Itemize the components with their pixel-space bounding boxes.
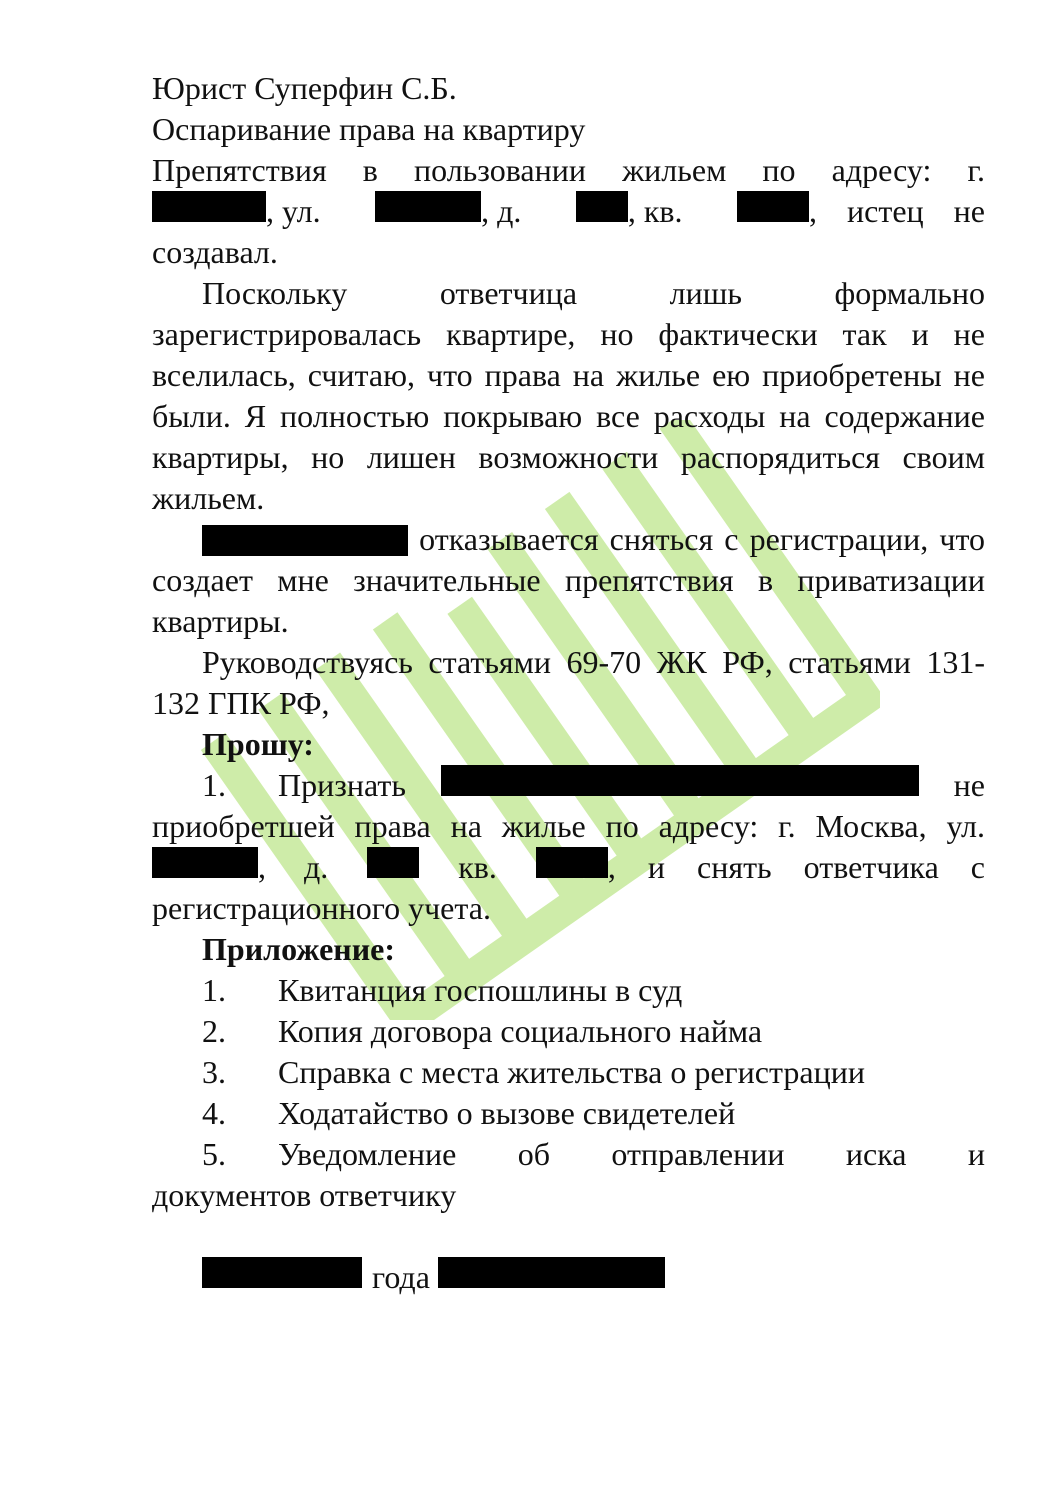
- attachment-text: Квитанция госпошлины в суд: [278, 972, 683, 1008]
- redacted-request-house: [367, 847, 419, 878]
- request-apartment-label: кв.: [458, 849, 497, 885]
- attachment-text: Уведомление об отправлении иска и: [278, 1136, 985, 1172]
- registration-paragraph: Поскольку ответчица лишь формально зарегистрировалась квартире, но фактически так и не вселилась, считаю, что права на жилье ею приобретены не были. Я полностью покрываю все расходы на содержание квартиры, но лишен возможности распорядиться своим жильем.: [152, 275, 985, 516]
- subject-line: Оспаривание права на квартиру: [152, 111, 586, 147]
- attachment-item: [152, 1052, 985, 1093]
- refusal-paragraph: [152, 519, 985, 642]
- request-house-separator: , д.: [258, 849, 329, 885]
- obstacles-line-2: [152, 191, 985, 232]
- redacted-house: [576, 191, 628, 222]
- attachment-item: [152, 1093, 985, 1134]
- year-word: года: [372, 1259, 430, 1295]
- refusal-text: отказывается сняться с регистрации,: [408, 521, 929, 557]
- document-body: [152, 68, 985, 1298]
- request-heading: Прошу:: [202, 726, 314, 762]
- request-item-number: 1.: [202, 767, 226, 803]
- attachment-item: [152, 970, 985, 1011]
- request-line-3: [152, 847, 985, 888]
- request-tail: , и снять ответчика с: [607, 849, 985, 885]
- request-item-1: [152, 765, 985, 806]
- refusal-rest: что создает мне значительные препятствия в приватизации квартиры.: [152, 521, 985, 639]
- street-separator: , ул.: [266, 193, 321, 229]
- request-line-4: регистрационного учета.: [152, 890, 491, 926]
- obstacles-line-3: создавал.: [152, 234, 278, 270]
- redacted-city: [152, 191, 266, 222]
- author-line: Юрист Суперфин С.Б.: [152, 70, 457, 106]
- attachment-text: Ходатайство о вызове свидетелей: [278, 1095, 736, 1131]
- attachment-item: [152, 1134, 985, 1175]
- apartment-separator: , кв.: [627, 193, 683, 229]
- redacted-street: [375, 191, 481, 222]
- redacted-signature: [438, 1257, 665, 1288]
- redacted-date: [202, 1257, 362, 1288]
- attachment-number: 3.: [202, 1054, 226, 1090]
- attachment-number: 4.: [202, 1095, 226, 1131]
- request-not: не: [953, 767, 985, 803]
- request-verb: Признать: [278, 767, 406, 803]
- attachment-item: [152, 1011, 985, 1052]
- attachment-text: Копия договора социального найма: [278, 1013, 763, 1049]
- redacted-request-street: [152, 847, 258, 878]
- obstacles-tail: , истец не: [809, 193, 985, 229]
- signature-line: [152, 1257, 985, 1298]
- attachment-item-5-continuation: документов ответчику: [152, 1177, 457, 1213]
- legal-basis-paragraph: Руководствуясь статьями 69-70 ЖК РФ, статьями 131-132 ГПК РФ,: [152, 644, 985, 721]
- attachments-heading: Приложение:: [202, 931, 395, 967]
- redacted-apartment: [737, 191, 809, 222]
- house-separator: , д.: [481, 193, 522, 229]
- redacted-request-apartment: [536, 847, 608, 878]
- request-line-2: приобретшей права на жилье по адресу: г. Москва, ул.: [152, 808, 985, 844]
- attachment-text: Справка с места жительства о регистрации: [278, 1054, 865, 1090]
- redacted-defendant-fullname: [441, 765, 919, 796]
- obstacles-line-1: Препятствия в пользовании жильем по адресу: г.: [152, 152, 985, 188]
- attachment-number: 1.: [202, 972, 226, 1008]
- attachment-number: 2.: [202, 1013, 226, 1049]
- attachment-number: 5.: [202, 1136, 226, 1172]
- redacted-defendant-name: [202, 525, 408, 556]
